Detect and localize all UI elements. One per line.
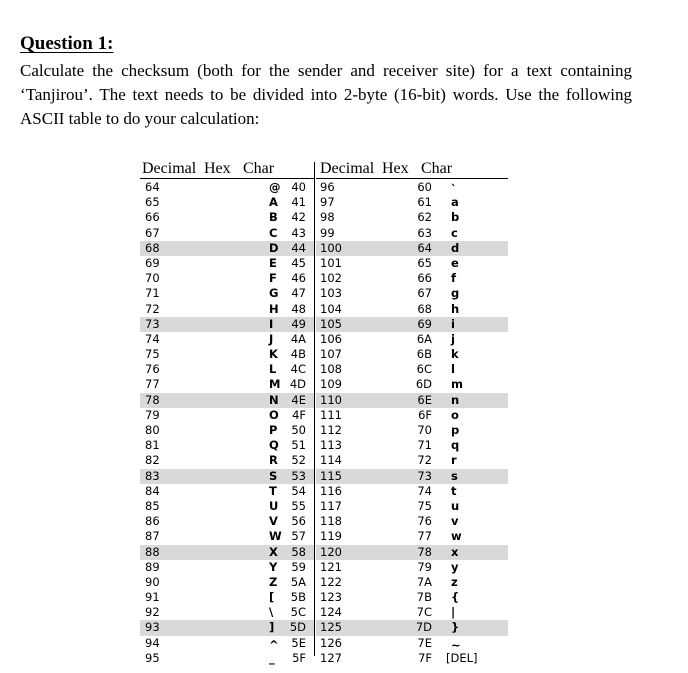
- header-rule-right: [316, 178, 508, 179]
- table-row: [316, 377, 508, 392]
- header-decimal-right: Decimal: [320, 160, 375, 177]
- table-row: [316, 271, 508, 286]
- table-row: [140, 256, 314, 271]
- table-row: [316, 195, 508, 210]
- hex-cell: 42: [291, 210, 306, 225]
- hex-cell: 69: [417, 316, 432, 331]
- table-row: [140, 271, 314, 286]
- char-cell: w: [451, 529, 462, 544]
- hex-cell: 77: [417, 529, 432, 544]
- char-cell: h: [451, 301, 460, 316]
- table-row: [140, 347, 314, 362]
- hex-cell: 55: [291, 498, 306, 513]
- header-rule-left: [140, 178, 314, 179]
- hex-cell: 59: [291, 559, 306, 574]
- decimal-cell: 108: [320, 362, 342, 377]
- decimal-cell: 119: [320, 529, 342, 544]
- hex-cell: 40: [291, 180, 306, 194]
- decimal-cell: 89: [145, 559, 160, 574]
- decimal-cell: 121: [320, 559, 342, 574]
- table-row: [316, 438, 508, 453]
- char-cell: z: [451, 574, 458, 589]
- char-cell: J: [269, 331, 274, 346]
- hex-cell: 6B: [416, 347, 432, 362]
- decimal-cell: 93: [145, 620, 160, 635]
- hex-cell: 5E: [291, 635, 306, 650]
- table-row: [316, 575, 508, 590]
- table-row: [316, 286, 508, 301]
- char-cell: o: [451, 407, 459, 422]
- char-cell: e: [451, 255, 459, 270]
- decimal-cell: 69: [145, 255, 160, 270]
- char-cell: i: [451, 316, 455, 331]
- decimal-cell: 110: [320, 392, 342, 407]
- char-cell: b: [451, 210, 460, 225]
- hex-cell: 6E: [417, 392, 432, 407]
- char-cell: T: [269, 483, 277, 498]
- hex-cell: 49: [291, 316, 306, 331]
- char-cell: G: [269, 286, 279, 301]
- table-row: [140, 302, 314, 317]
- hex-cell: 61: [417, 195, 432, 210]
- hex-cell: 7D: [415, 620, 432, 635]
- decimal-cell: 86: [145, 514, 160, 529]
- char-cell: g: [451, 286, 460, 301]
- decimal-cell: 117: [320, 498, 342, 513]
- hex-cell: 6D: [415, 377, 432, 392]
- char-cell: q: [451, 438, 460, 453]
- decimal-cell: 98: [320, 210, 335, 225]
- char-cell: x: [451, 544, 459, 559]
- hex-cell: 54: [291, 483, 306, 498]
- char-cell: K: [269, 347, 278, 362]
- table-row: [140, 226, 314, 241]
- hex-cell: 4F: [292, 407, 306, 422]
- table-row: [316, 605, 508, 620]
- table-row: [316, 545, 508, 560]
- hex-cell: 4A: [290, 331, 306, 346]
- decimal-cell: 107: [320, 347, 342, 362]
- table-row: [140, 332, 314, 347]
- char-cell: p: [451, 423, 460, 437]
- decimal-cell: 79: [145, 407, 160, 422]
- table-row: [140, 529, 314, 544]
- decimal-cell: 82: [145, 453, 160, 468]
- hex-cell: 70: [417, 423, 432, 437]
- table-row: [140, 545, 314, 560]
- decimal-cell: 105: [320, 316, 342, 331]
- hex-cell: 64: [417, 240, 432, 255]
- table-row: [316, 210, 508, 225]
- char-cell: k: [451, 347, 459, 362]
- char-cell: W: [269, 529, 282, 544]
- char-cell: \: [269, 605, 274, 620]
- table-row: [140, 514, 314, 529]
- char-cell: [DEL]: [446, 650, 478, 665]
- table-row: [316, 620, 508, 635]
- decimal-cell: 76: [145, 362, 160, 377]
- char-cell: P: [269, 423, 278, 437]
- char-cell: f: [451, 271, 457, 286]
- table-row: [316, 347, 508, 362]
- decimal-cell: 96: [320, 180, 335, 194]
- hex-cell: 4D: [289, 377, 306, 392]
- decimal-cell: 67: [145, 225, 160, 240]
- decimal-cell: 77: [145, 377, 160, 392]
- hex-cell: 7C: [416, 605, 432, 620]
- decimal-cell: 81: [145, 438, 160, 453]
- decimal-cell: 102: [320, 271, 342, 286]
- table-row: [316, 499, 508, 514]
- header-char-right: Char: [421, 160, 453, 177]
- char-cell: ^: [269, 637, 279, 652]
- decimal-cell: 85: [145, 498, 160, 513]
- hex-cell: 75: [417, 498, 432, 513]
- char-cell: y: [451, 559, 459, 574]
- decimal-cell: 112: [320, 423, 342, 437]
- hex-cell: 7E: [417, 635, 432, 650]
- hex-cell: 78: [417, 544, 432, 559]
- char-cell: c: [451, 225, 458, 240]
- char-cell: X: [269, 544, 278, 559]
- char-cell: ~: [451, 637, 461, 652]
- char-cell: j: [451, 331, 455, 346]
- hex-cell: 66: [417, 271, 432, 286]
- char-cell: u: [451, 498, 460, 513]
- char-cell: Y: [269, 559, 278, 574]
- hex-cell: 4E: [291, 392, 306, 407]
- hex-cell: 65: [417, 255, 432, 270]
- decimal-cell: 109: [320, 377, 342, 392]
- hex-cell: 6C: [416, 362, 432, 377]
- decimal-cell: 116: [320, 483, 342, 498]
- hex-cell: 5B: [290, 590, 306, 605]
- decimal-cell: 111: [320, 407, 342, 422]
- hex-cell: 46: [291, 271, 306, 286]
- table-row: [140, 605, 314, 620]
- table-row: [316, 514, 508, 529]
- char-cell: O: [269, 407, 279, 422]
- char-cell: V: [269, 514, 278, 529]
- hex-cell: 5A: [290, 574, 306, 589]
- hex-cell: 71: [417, 438, 432, 453]
- char-cell: s: [451, 468, 458, 483]
- decimal-cell: 80: [145, 423, 160, 437]
- table-row: [316, 423, 508, 438]
- decimal-cell: 92: [145, 605, 160, 620]
- decimal-cell: 90: [145, 574, 160, 589]
- decimal-cell: 83: [145, 468, 160, 483]
- question-text: Calculate the checksum (both for the sender and receiver site) for a text containing ‘Tanjirou’. The text needs to be divided into 2-byte (16-bit) words. Use the following ASCII table to do your calculation:: [20, 61, 632, 128]
- hex-cell: 4B: [290, 347, 306, 362]
- hex-cell: 68: [417, 301, 432, 316]
- hex-cell: 5F: [292, 650, 306, 665]
- decimal-cell: 127: [320, 650, 342, 665]
- hex-cell: 43: [291, 225, 306, 240]
- char-cell: L: [269, 362, 277, 377]
- hex-cell: 7A: [416, 574, 432, 589]
- decimal-cell: 126: [320, 635, 342, 650]
- char-cell: l: [451, 362, 455, 377]
- table-row: [316, 317, 508, 332]
- hex-cell: 67: [417, 286, 432, 301]
- table-row: [316, 241, 508, 256]
- hex-cell: 5D: [289, 620, 306, 635]
- decimal-cell: 118: [320, 514, 342, 529]
- char-cell: m: [451, 377, 463, 392]
- hex-cell: 4C: [290, 362, 306, 377]
- table-row: [140, 180, 314, 195]
- table-row: [316, 393, 508, 408]
- hex-cell: 47: [291, 286, 306, 301]
- char-cell: F: [269, 271, 277, 286]
- header-hex-right: Hex: [382, 160, 409, 177]
- decimal-cell: 91: [145, 590, 160, 605]
- decimal-cell: 65: [145, 195, 160, 210]
- table-row: [140, 362, 314, 377]
- decimal-cell: 122: [320, 574, 342, 589]
- decimal-cell: 123: [320, 590, 342, 605]
- question-title: Question 1:: [20, 33, 114, 54]
- table-row: [316, 560, 508, 575]
- decimal-cell: 106: [320, 331, 342, 346]
- char-cell: }: [451, 620, 460, 635]
- char-cell: H: [269, 301, 279, 316]
- table-row: [140, 210, 314, 225]
- table-row: [316, 226, 508, 241]
- table-row: [140, 286, 314, 301]
- decimal-cell: 66: [145, 210, 160, 225]
- header-hex-left: Hex: [204, 160, 231, 177]
- decimal-cell: 120: [320, 544, 342, 559]
- hex-cell: 50: [291, 423, 306, 437]
- char-cell: {: [451, 590, 460, 605]
- ascii-table-right: [316, 180, 508, 666]
- table-row: [140, 636, 314, 651]
- char-cell: n: [451, 392, 460, 407]
- table-row: [316, 256, 508, 271]
- char-cell: _: [269, 650, 275, 665]
- char-cell: r: [451, 453, 457, 468]
- char-cell: |: [451, 605, 456, 620]
- char-cell: @: [269, 180, 281, 194]
- decimal-cell: 73: [145, 316, 160, 331]
- table-row: [140, 560, 314, 575]
- char-cell: S: [269, 468, 278, 483]
- hex-cell: 53: [291, 468, 306, 483]
- char-cell: C: [269, 225, 278, 240]
- header-char-left: Char: [243, 160, 275, 177]
- table-row: [140, 469, 314, 484]
- char-cell: I: [269, 316, 274, 331]
- char-cell: U: [269, 498, 279, 513]
- decimal-cell: 113: [320, 438, 342, 453]
- table-row: [140, 195, 314, 210]
- char-cell: d: [451, 240, 460, 255]
- table-row: [140, 393, 314, 408]
- hex-cell: 41: [291, 195, 306, 210]
- hex-cell: 58: [291, 544, 306, 559]
- decimal-cell: 64: [145, 180, 160, 194]
- char-cell: D: [269, 240, 279, 255]
- decimal-cell: 125: [320, 620, 342, 635]
- decimal-cell: 74: [145, 331, 160, 346]
- table-row: [140, 438, 314, 453]
- decimal-cell: 88: [145, 544, 160, 559]
- decimal-cell: 94: [145, 635, 160, 650]
- hex-cell: 72: [417, 453, 432, 468]
- table-row: [140, 620, 314, 635]
- decimal-cell: 100: [320, 240, 342, 255]
- char-cell: R: [269, 453, 278, 468]
- hex-cell: 57: [291, 529, 306, 544]
- hex-cell: 76: [417, 514, 432, 529]
- table-row: [140, 484, 314, 499]
- decimal-cell: 70: [145, 271, 160, 286]
- char-cell: `: [451, 182, 457, 196]
- table-row: [140, 241, 314, 256]
- table-row: [316, 302, 508, 317]
- char-cell: Z: [269, 574, 278, 589]
- hex-cell: 73: [417, 468, 432, 483]
- char-cell: a: [451, 195, 459, 210]
- hex-cell: 79: [417, 559, 432, 574]
- hex-cell: 52: [291, 453, 306, 468]
- decimal-cell: 124: [320, 605, 342, 620]
- hex-cell: 6A: [416, 331, 432, 346]
- decimal-cell: 75: [145, 347, 160, 362]
- char-cell: t: [451, 483, 457, 498]
- char-cell: N: [269, 392, 279, 407]
- hex-cell: 74: [417, 483, 432, 498]
- decimal-cell: 114: [320, 453, 342, 468]
- header-decimal-left: Decimal: [142, 160, 197, 177]
- table-row: [316, 484, 508, 499]
- char-cell: M: [269, 377, 281, 392]
- decimal-cell: 104: [320, 301, 342, 316]
- hex-cell: 6F: [418, 407, 432, 422]
- table-row: [140, 651, 314, 666]
- table-row: [140, 453, 314, 468]
- decimal-cell: 103: [320, 286, 342, 301]
- char-cell: Q: [269, 438, 279, 453]
- decimal-cell: 95: [145, 650, 160, 665]
- table-row: [316, 529, 508, 544]
- hex-cell: 5C: [290, 605, 306, 620]
- decimal-cell: 101: [320, 255, 342, 270]
- decimal-cell: 84: [145, 483, 160, 498]
- hex-cell: 62: [417, 210, 432, 225]
- decimal-cell: 97: [320, 195, 335, 210]
- table-row: [140, 575, 314, 590]
- table-row: [140, 423, 314, 438]
- column-divider: [314, 162, 315, 656]
- decimal-cell: 115: [320, 468, 342, 483]
- hex-cell: 51: [291, 438, 306, 453]
- hex-cell: 60: [417, 180, 432, 194]
- table-row: [316, 362, 508, 377]
- table-row: [316, 651, 508, 666]
- char-cell: [: [269, 590, 275, 605]
- decimal-cell: 87: [145, 529, 160, 544]
- char-cell: v: [451, 514, 459, 529]
- hex-cell: 7B: [416, 590, 432, 605]
- hex-cell: 48: [291, 301, 306, 316]
- decimal-cell: 99: [320, 225, 335, 240]
- table-row: [140, 499, 314, 514]
- table-row: [316, 408, 508, 423]
- hex-cell: 56: [291, 514, 306, 529]
- char-cell: B: [269, 210, 278, 225]
- hex-cell: 45: [291, 255, 306, 270]
- table-row: [140, 408, 314, 423]
- table-row: [316, 453, 508, 468]
- decimal-cell: 72: [145, 301, 160, 316]
- hex-cell: 63: [417, 225, 432, 240]
- decimal-cell: 71: [145, 286, 160, 301]
- char-cell: E: [269, 255, 277, 270]
- table-row: [140, 377, 314, 392]
- ascii-table-left: [140, 180, 314, 666]
- table-row: [316, 636, 508, 651]
- table-row: [316, 180, 508, 195]
- table-row: [316, 332, 508, 347]
- char-cell: ]: [269, 620, 275, 635]
- hex-cell: 44: [291, 240, 306, 255]
- table-row: [316, 590, 508, 605]
- char-cell: A: [269, 195, 278, 210]
- decimal-cell: 78: [145, 392, 160, 407]
- decimal-cell: 68: [145, 240, 160, 255]
- hex-cell: 7F: [418, 650, 432, 665]
- table-row: [140, 317, 314, 332]
- table-row: [316, 469, 508, 484]
- table-row: [140, 590, 314, 605]
